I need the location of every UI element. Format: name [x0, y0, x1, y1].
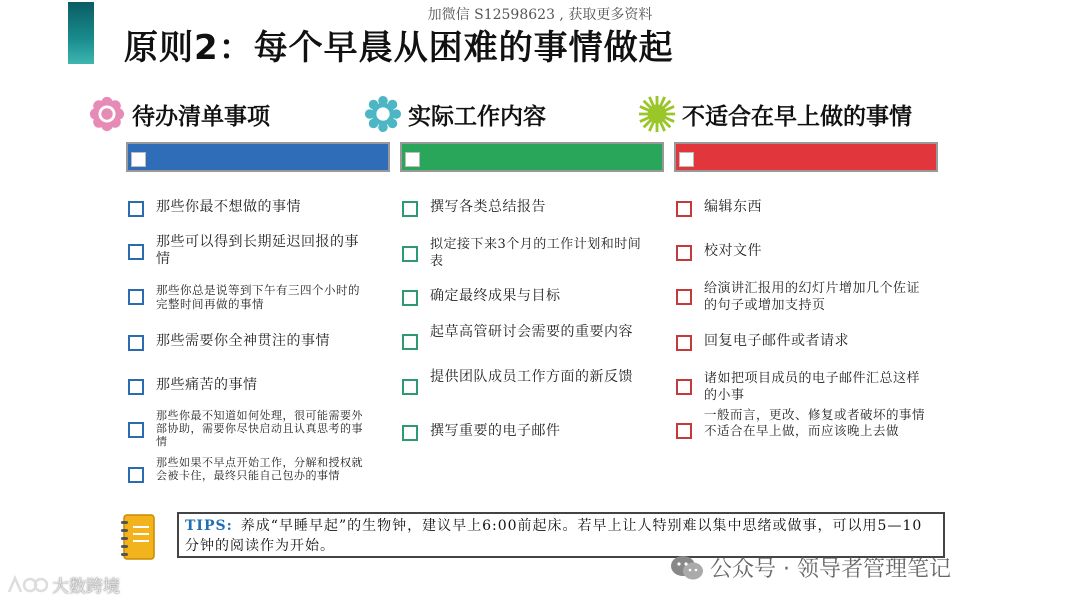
list-item: 那些你最不知道如何处理，很可能需要外部协助，需要你尽快启动且认真思考的事情	[128, 409, 368, 448]
column-not-morning	[638, 92, 912, 136]
page-title: 原则2：每个早晨从困难的事情做起	[124, 28, 674, 68]
column-heading: 实际工作内容	[408, 103, 546, 130]
list-item: 起草高管研讨会需要的重要内容	[402, 324, 648, 350]
brand-watermark	[6, 572, 120, 597]
list-item: 给演讲汇报用的幻灯片增加几个佐证的句子或增加支持页	[676, 280, 926, 314]
list-item: 那些可以得到长期延迟回报的事情	[128, 234, 368, 268]
checkbox[interactable]	[402, 201, 418, 217]
checkbox[interactable]	[128, 422, 144, 438]
list-item: 回复电子邮件或者请求	[676, 333, 926, 351]
tips-text: 养成“早睡早起”的生物钟，建议早上6:00前起床。若早上让人特别难以集中思绪或做事，可以用5—10分钟的阅读作为开始。	[185, 518, 923, 554]
list-item: 诸如把项目成员的电子邮件汇总这样的小事	[676, 370, 926, 404]
list-item: 校对文件	[676, 243, 926, 261]
band-checkbox	[679, 152, 694, 167]
band-blue	[126, 142, 390, 172]
top-watermark: 加微信 S12598623 , 获取更多资料	[427, 7, 653, 23]
wechat-account: 公众号 · 领导者管理笔记	[710, 557, 951, 582]
checkbox[interactable]	[676, 335, 692, 351]
checkbox[interactable]	[676, 289, 692, 305]
column-actual-work	[364, 92, 628, 136]
green-sun-icon	[638, 95, 676, 133]
list-item: 那些如果不早点开始工作，分解和授权就会被卡住，最终只能自己包办的事情	[128, 456, 368, 483]
band-red	[674, 142, 938, 172]
checkbox[interactable]	[402, 290, 418, 306]
checkbox[interactable]	[128, 467, 144, 483]
column-heading: 待办清单事项	[132, 103, 270, 130]
list-item: 提供团队成员工作方面的新反馈	[402, 369, 648, 395]
pink-flower-icon	[88, 95, 126, 133]
list-item: 那些需要你全神贯注的事情	[128, 333, 368, 351]
wechat-watermark	[670, 552, 951, 583]
checkbox[interactable]	[402, 379, 418, 395]
list-item: 那些你总是说等到下午有三四个小时的完整时间再做的事情	[128, 283, 368, 311]
checkbox[interactable]	[128, 335, 144, 351]
checkbox[interactable]	[402, 425, 418, 441]
band-checkbox	[131, 152, 146, 167]
checkbox[interactable]	[402, 246, 418, 262]
list-item: 编辑东西	[676, 199, 926, 217]
checkbox[interactable]	[676, 379, 692, 395]
checkbox[interactable]	[676, 245, 692, 261]
list-item: 撰写重要的电子邮件	[402, 423, 648, 441]
band-green	[400, 142, 664, 172]
checkbox[interactable]	[128, 201, 144, 217]
column-heading: 不适合在早上做的事情	[682, 103, 912, 130]
checkbox[interactable]	[128, 244, 144, 260]
checkbox[interactable]	[128, 379, 144, 395]
list-item: 确定最终成果与目标	[402, 288, 648, 306]
list-item: 撰写各类总结报告	[402, 199, 648, 217]
brand-name: 大数跨境	[52, 577, 120, 597]
checkbox[interactable]	[676, 201, 692, 217]
list-item: 那些痛苦的事情	[128, 377, 368, 395]
checkbox[interactable]	[676, 423, 692, 439]
list-item: 那些你最不想做的事情	[128, 199, 368, 217]
column-todo	[88, 92, 352, 136]
band-checkbox	[405, 152, 420, 167]
notebook-icon	[120, 513, 156, 561]
teal-flower-icon	[364, 95, 402, 133]
list-item: 拟定接下来3个月的工作计划和时间表	[402, 236, 648, 270]
tips-label: TIPS:	[185, 518, 233, 534]
wechat-icon	[670, 555, 704, 581]
checkbox[interactable]	[128, 289, 144, 305]
list-item: 一般而言，更改、修复或者破坏的事情不适合在早上做，而应该晚上去做	[676, 407, 926, 439]
brand-logo-icon	[6, 574, 48, 596]
checkbox[interactable]	[402, 334, 418, 350]
